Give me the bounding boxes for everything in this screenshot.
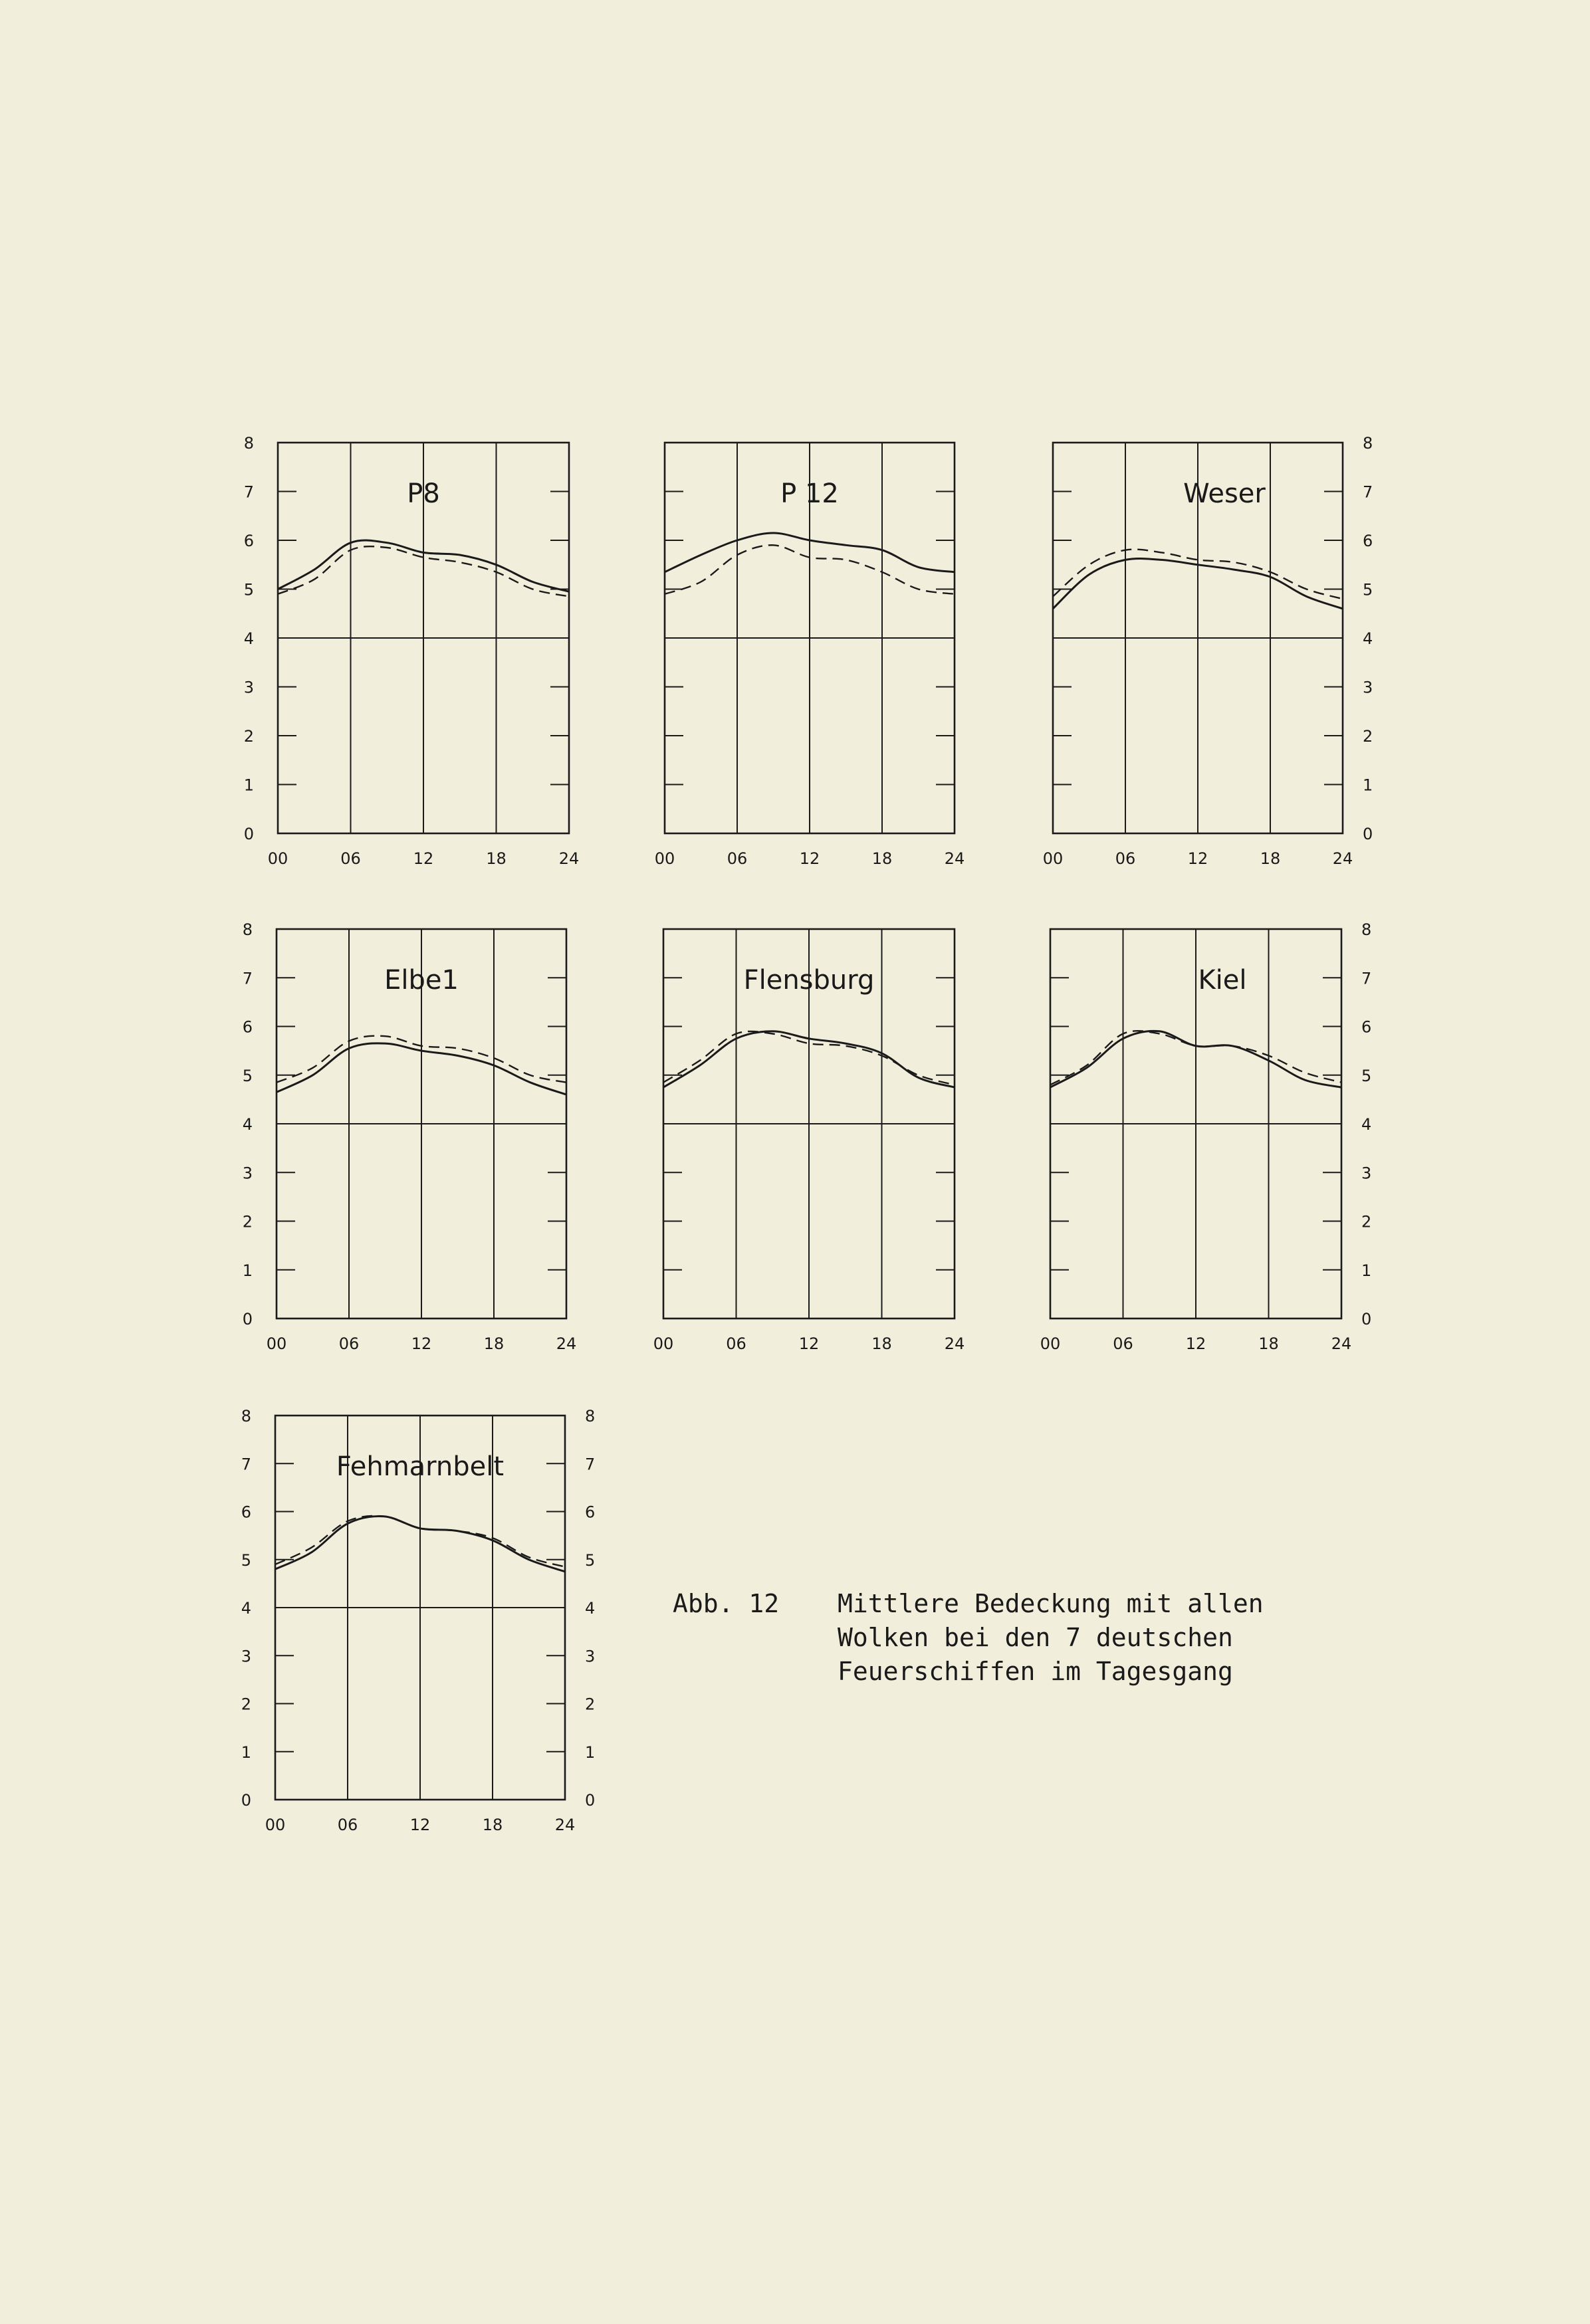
tick-label-x: 18 <box>486 849 507 868</box>
chart-title: Kiel <box>1198 965 1247 996</box>
tick-label-y: 7 <box>1363 482 1373 502</box>
tick-label-x: 12 <box>799 849 820 868</box>
tick-label-y: 6 <box>241 1503 251 1522</box>
tick-label-x: 06 <box>726 1334 746 1353</box>
tick-label-y: 6 <box>1363 532 1373 550</box>
tick-label-y: 4 <box>242 1115 253 1134</box>
tick-label-y: 4 <box>243 629 254 648</box>
tick-label-x: 06 <box>340 849 361 868</box>
tick-label-y: 8 <box>585 1407 596 1426</box>
tick-label-y: 3 <box>242 1164 253 1183</box>
chart-title: Flensburg <box>743 965 875 996</box>
tick-label-x: 12 <box>411 1334 432 1353</box>
tick-label-x: 00 <box>1042 849 1064 868</box>
tick-label-x: 24 <box>1331 1334 1352 1353</box>
tick-label-x: 24 <box>944 1334 965 1353</box>
caption-line-3: Feuerschiffen im Tagesgang <box>838 1657 1233 1686</box>
tick-label-y: 3 <box>243 678 254 697</box>
tick-label-y: 0 <box>1363 825 1373 843</box>
tick-label-x: 18 <box>483 1334 505 1353</box>
tick-label-y: 1 <box>241 1743 251 1762</box>
tick-label-y: 1 <box>242 1261 253 1280</box>
tick-label-x: 18 <box>1260 849 1281 868</box>
tick-label-y: 6 <box>242 1017 253 1037</box>
tick-label-y: 6 <box>243 532 254 550</box>
tick-label-x: 00 <box>1040 1334 1061 1353</box>
tick-label-y: 0 <box>585 1791 596 1810</box>
tick-label-y: 4 <box>1363 629 1373 648</box>
tick-label-x: 24 <box>558 849 580 868</box>
caption-text <box>838 1587 1264 1689</box>
chart-panel-6 <box>1040 920 1372 1353</box>
tick-label-x: 06 <box>337 1816 358 1834</box>
chart-title: P8 <box>407 478 440 509</box>
chart-panel-3 <box>1043 434 1373 868</box>
tick-label-x: 12 <box>409 1816 431 1834</box>
tick-label-y: 0 <box>242 1310 253 1328</box>
tick-label-y: 2 <box>242 1212 253 1231</box>
tick-label-y: 7 <box>585 1455 596 1474</box>
tick-label-x: 06 <box>338 1334 360 1353</box>
tick-label-y: 0 <box>243 825 254 843</box>
chart-title: Elbe1 <box>384 965 459 996</box>
tick-label-y: 2 <box>585 1695 596 1714</box>
tick-label-y: 8 <box>1363 434 1373 453</box>
caption-label: Abb. 12 <box>673 1589 780 1618</box>
chart-panel-5 <box>653 929 965 1353</box>
tick-label-y: 2 <box>1363 727 1373 746</box>
tick-label-x: 18 <box>1258 1334 1279 1353</box>
tick-label-y: 3 <box>1363 678 1373 697</box>
tick-label-y: 5 <box>1363 580 1373 599</box>
tick-label-y: 7 <box>243 482 254 502</box>
tick-label-y: 6 <box>1361 1017 1372 1037</box>
tick-label-y: 8 <box>1361 920 1372 939</box>
tick-label-y: 5 <box>241 1550 251 1570</box>
chart-panel-4 <box>243 920 577 1353</box>
tick-label-y: 2 <box>1361 1212 1372 1231</box>
tick-label-x: 00 <box>265 1816 286 1834</box>
tick-label-y: 7 <box>242 969 253 988</box>
tick-label-x: 00 <box>267 849 288 868</box>
tick-label-x: 12 <box>798 1334 820 1353</box>
tick-label-x: 00 <box>654 849 675 868</box>
tick-label-y: 4 <box>585 1599 596 1618</box>
tick-label-x: 06 <box>1115 849 1136 868</box>
tick-label-y: 8 <box>241 1407 251 1426</box>
chart-panel-7 <box>241 1407 596 1834</box>
tick-label-y: 5 <box>243 580 254 599</box>
tick-label-x: 12 <box>1187 849 1208 868</box>
tick-label-x: 24 <box>554 1816 576 1834</box>
tick-label-y: 3 <box>1361 1164 1372 1183</box>
tick-label-y: 1 <box>1361 1261 1372 1280</box>
tick-label-y: 5 <box>242 1066 253 1085</box>
tick-label-y: 1 <box>585 1743 596 1762</box>
tick-label-x: 18 <box>871 849 893 868</box>
caption-line-2: Wolken bei den 7 deutschen <box>838 1623 1233 1652</box>
tick-label-y: 5 <box>1361 1066 1372 1085</box>
tick-label-y: 0 <box>1361 1310 1372 1328</box>
tick-label-x: 06 <box>727 849 748 868</box>
tick-label-y: 3 <box>585 1647 596 1666</box>
caption-line-1: Mittlere Bedeckung mit allen <box>838 1589 1264 1618</box>
tick-label-x: 24 <box>556 1334 577 1353</box>
chart-panel-2 <box>655 443 965 868</box>
tick-label-y: 4 <box>1361 1115 1372 1134</box>
chart-title: P 12 <box>780 478 839 509</box>
tick-label-x: 18 <box>482 1816 503 1834</box>
tick-label-x: 00 <box>653 1334 674 1353</box>
tick-label-y: 6 <box>585 1503 596 1522</box>
tick-label-y: 7 <box>1361 969 1372 988</box>
chart-title: Weser <box>1183 478 1266 509</box>
chart-title: Fehmarnbelt <box>336 1451 505 1482</box>
tick-label-y: 1 <box>243 776 254 795</box>
tick-label-y: 5 <box>585 1550 596 1570</box>
tick-label-y: 2 <box>241 1695 251 1714</box>
tick-label-x: 18 <box>871 1334 892 1353</box>
tick-label-y: 4 <box>241 1599 251 1618</box>
tick-label-x: 24 <box>944 849 965 868</box>
tick-label-y: 3 <box>241 1647 251 1666</box>
chart-panel-1 <box>244 434 580 868</box>
tick-label-y: 0 <box>241 1791 251 1810</box>
tick-label-x: 00 <box>266 1334 287 1353</box>
tick-label-y: 1 <box>1363 776 1373 795</box>
tick-label-x: 12 <box>413 849 434 868</box>
tick-label-y: 8 <box>242 920 253 939</box>
tick-label-y: 7 <box>241 1455 251 1474</box>
tick-label-x: 06 <box>1113 1334 1133 1353</box>
tick-label-x: 24 <box>1332 849 1353 868</box>
tick-label-y: 8 <box>243 434 254 453</box>
tick-label-y: 2 <box>243 727 254 746</box>
tick-label-x: 12 <box>1185 1334 1206 1353</box>
